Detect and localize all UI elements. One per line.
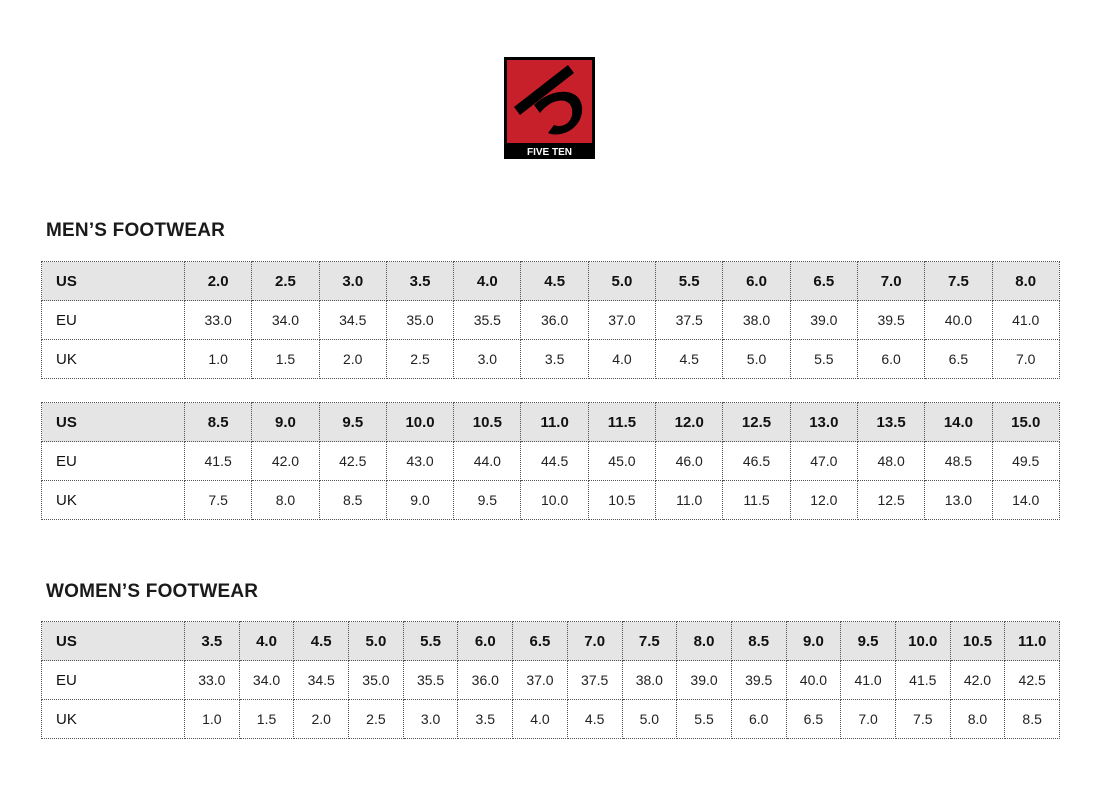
size-row-us	[42, 622, 1060, 661]
size-cell-eu: 38.0	[723, 301, 790, 340]
size-cell-eu: 41.0	[841, 661, 896, 700]
size-cell-uk: 4.0	[513, 700, 568, 739]
size-cell-uk: 3.0	[403, 700, 458, 739]
size-cell-uk: 13.0	[925, 481, 992, 520]
size-cell-eu: 41.5	[895, 661, 950, 700]
size-cell-us: 5.0	[349, 622, 404, 661]
size-cell-eu: 49.5	[992, 442, 1059, 481]
size-cell-eu: 35.5	[403, 661, 458, 700]
size-cell-us: 4.5	[521, 262, 588, 301]
size-cell-us: 6.0	[723, 262, 790, 301]
size-cell-us: 7.0	[567, 622, 622, 661]
size-cell-uk: 7.5	[185, 481, 252, 520]
size-cell-us: 13.0	[790, 403, 857, 442]
row-label-eu: EU	[42, 301, 185, 340]
size-cell-uk: 4.5	[656, 340, 723, 379]
size-cell-uk: 9.5	[454, 481, 521, 520]
size-cell-us: 8.0	[992, 262, 1059, 301]
size-cell-us: 13.5	[857, 403, 924, 442]
size-cell-uk: 10.0	[521, 481, 588, 520]
size-cell-uk: 3.5	[521, 340, 588, 379]
size-cell-eu: 34.5	[294, 661, 349, 700]
size-cell-uk: 11.0	[656, 481, 723, 520]
size-cell-us: 5.5	[403, 622, 458, 661]
size-cell-eu: 46.5	[723, 442, 790, 481]
size-cell-eu: 42.5	[319, 442, 386, 481]
size-cell-uk: 1.5	[239, 700, 294, 739]
size-cell-eu: 45.0	[588, 442, 655, 481]
size-cell-uk: 8.5	[1005, 700, 1060, 739]
size-cell-us: 3.5	[386, 262, 453, 301]
logo-wordmark: FIVE TEN	[526, 147, 573, 158]
mens-size-table-1	[41, 261, 1060, 379]
size-cell-eu: 36.0	[521, 301, 588, 340]
mens-size-table-2	[41, 402, 1060, 520]
size-cell-eu: 39.0	[677, 661, 732, 700]
size-cell-us: 11.0	[1005, 622, 1060, 661]
size-cell-eu: 34.0	[239, 661, 294, 700]
size-cell-uk: 7.0	[841, 700, 896, 739]
size-cell-eu: 43.0	[386, 442, 453, 481]
size-cell-uk: 12.0	[790, 481, 857, 520]
size-cell-us: 9.0	[786, 622, 841, 661]
size-cell-eu: 36.0	[458, 661, 513, 700]
size-cell-eu: 40.0	[925, 301, 992, 340]
size-cell-eu: 33.0	[185, 301, 252, 340]
size-cell-eu: 34.0	[252, 301, 319, 340]
size-cell-uk: 8.0	[252, 481, 319, 520]
size-cell-eu: 42.0	[950, 661, 1005, 700]
size-cell-us: 4.0	[239, 622, 294, 661]
size-cell-us: 4.0	[454, 262, 521, 301]
size-cell-us: 5.5	[656, 262, 723, 301]
size-cell-eu: 46.0	[656, 442, 723, 481]
row-label-uk: UK	[42, 700, 185, 739]
size-row-uk	[42, 481, 1060, 520]
size-cell-us: 11.5	[588, 403, 655, 442]
size-cell-uk: 4.5	[567, 700, 622, 739]
size-cell-uk: 3.5	[458, 700, 513, 739]
size-cell-uk: 2.5	[386, 340, 453, 379]
womens-footwear-title: WOMEN’S FOOTWEAR	[46, 581, 259, 602]
size-row-uk	[42, 700, 1060, 739]
size-cell-uk: 1.0	[185, 700, 240, 739]
size-cell-eu: 39.5	[731, 661, 786, 700]
size-cell-us: 9.0	[252, 403, 319, 442]
size-row-us	[42, 403, 1060, 442]
size-cell-us: 10.5	[950, 622, 1005, 661]
size-cell-uk: 10.5	[588, 481, 655, 520]
size-cell-eu: 44.5	[521, 442, 588, 481]
size-cell-uk: 4.0	[588, 340, 655, 379]
size-cell-us: 14.0	[925, 403, 992, 442]
size-cell-uk: 8.0	[950, 700, 1005, 739]
size-row-us	[42, 262, 1060, 301]
size-cell-us: 5.0	[588, 262, 655, 301]
size-cell-uk: 6.0	[857, 340, 924, 379]
size-cell-us: 8.5	[185, 403, 252, 442]
size-cell-us: 3.5	[185, 622, 240, 661]
size-cell-us: 7.5	[925, 262, 992, 301]
size-cell-us: 2.0	[185, 262, 252, 301]
size-cell-eu: 39.5	[857, 301, 924, 340]
size-cell-uk: 5.0	[622, 700, 677, 739]
size-cell-eu: 37.5	[656, 301, 723, 340]
mens-footwear-title: MEN’S FOOTWEAR	[46, 220, 226, 241]
size-cell-uk: 11.5	[723, 481, 790, 520]
size-cell-us: 6.5	[790, 262, 857, 301]
row-label-us: US	[42, 622, 185, 661]
size-cell-uk: 14.0	[992, 481, 1059, 520]
size-cell-eu: 41.5	[185, 442, 252, 481]
size-cell-uk: 8.5	[319, 481, 386, 520]
size-cell-uk: 2.0	[294, 700, 349, 739]
size-cell-eu: 39.0	[790, 301, 857, 340]
size-cell-eu: 48.5	[925, 442, 992, 481]
size-cell-us: 6.5	[513, 622, 568, 661]
size-cell-uk: 1.5	[252, 340, 319, 379]
size-cell-eu: 41.0	[992, 301, 1059, 340]
size-cell-eu: 35.5	[454, 301, 521, 340]
row-label-us: US	[42, 262, 185, 301]
size-cell-eu: 37.0	[588, 301, 655, 340]
size-cell-eu: 42.0	[252, 442, 319, 481]
size-cell-uk: 2.5	[349, 700, 404, 739]
row-label-us: US	[42, 403, 185, 442]
size-cell-us: 2.5	[252, 262, 319, 301]
size-cell-eu: 42.5	[1005, 661, 1060, 700]
size-cell-us: 7.0	[857, 262, 924, 301]
size-cell-eu: 44.0	[454, 442, 521, 481]
size-cell-uk: 6.5	[786, 700, 841, 739]
size-cell-eu: 47.0	[790, 442, 857, 481]
size-cell-us: 4.5	[294, 622, 349, 661]
five-ten-logo	[504, 57, 595, 159]
size-cell-uk: 7.5	[895, 700, 950, 739]
size-cell-uk: 5.0	[723, 340, 790, 379]
size-cell-us: 10.0	[386, 403, 453, 442]
size-cell-eu: 37.0	[513, 661, 568, 700]
size-cell-uk: 6.5	[925, 340, 992, 379]
size-cell-uk: 5.5	[790, 340, 857, 379]
size-cell-uk: 7.0	[992, 340, 1059, 379]
size-cell-us: 12.5	[723, 403, 790, 442]
size-cell-us: 6.0	[458, 622, 513, 661]
size-cell-uk: 2.0	[319, 340, 386, 379]
size-cell-uk: 12.5	[857, 481, 924, 520]
row-label-eu: EU	[42, 442, 185, 481]
womens-size-table	[41, 621, 1060, 739]
size-cell-uk: 3.0	[454, 340, 521, 379]
size-cell-uk: 9.0	[386, 481, 453, 520]
size-cell-eu: 40.0	[786, 661, 841, 700]
size-cell-eu: 38.0	[622, 661, 677, 700]
size-cell-eu: 33.0	[185, 661, 240, 700]
size-row-eu	[42, 661, 1060, 700]
logo-mark-icon	[504, 57, 595, 159]
size-cell-uk: 5.5	[677, 700, 732, 739]
size-cell-us: 9.5	[841, 622, 896, 661]
size-cell-us: 10.5	[454, 403, 521, 442]
size-row-uk	[42, 340, 1060, 379]
size-cell-us: 3.0	[319, 262, 386, 301]
row-label-eu: EU	[42, 661, 185, 700]
size-cell-eu: 35.0	[386, 301, 453, 340]
size-cell-us: 11.0	[521, 403, 588, 442]
size-cell-eu: 35.0	[349, 661, 404, 700]
size-cell-us: 7.5	[622, 622, 677, 661]
size-cell-us: 15.0	[992, 403, 1059, 442]
size-cell-uk: 6.0	[731, 700, 786, 739]
size-cell-uk: 1.0	[185, 340, 252, 379]
size-cell-eu: 34.5	[319, 301, 386, 340]
size-row-eu	[42, 301, 1060, 340]
size-cell-us: 10.0	[895, 622, 950, 661]
size-cell-eu: 48.0	[857, 442, 924, 481]
size-cell-us: 8.5	[731, 622, 786, 661]
size-cell-us: 12.0	[656, 403, 723, 442]
row-label-uk: UK	[42, 481, 185, 520]
size-cell-us: 8.0	[677, 622, 732, 661]
size-row-eu	[42, 442, 1060, 481]
row-label-uk: UK	[42, 340, 185, 379]
size-cell-eu: 37.5	[567, 661, 622, 700]
size-cell-us: 9.5	[319, 403, 386, 442]
